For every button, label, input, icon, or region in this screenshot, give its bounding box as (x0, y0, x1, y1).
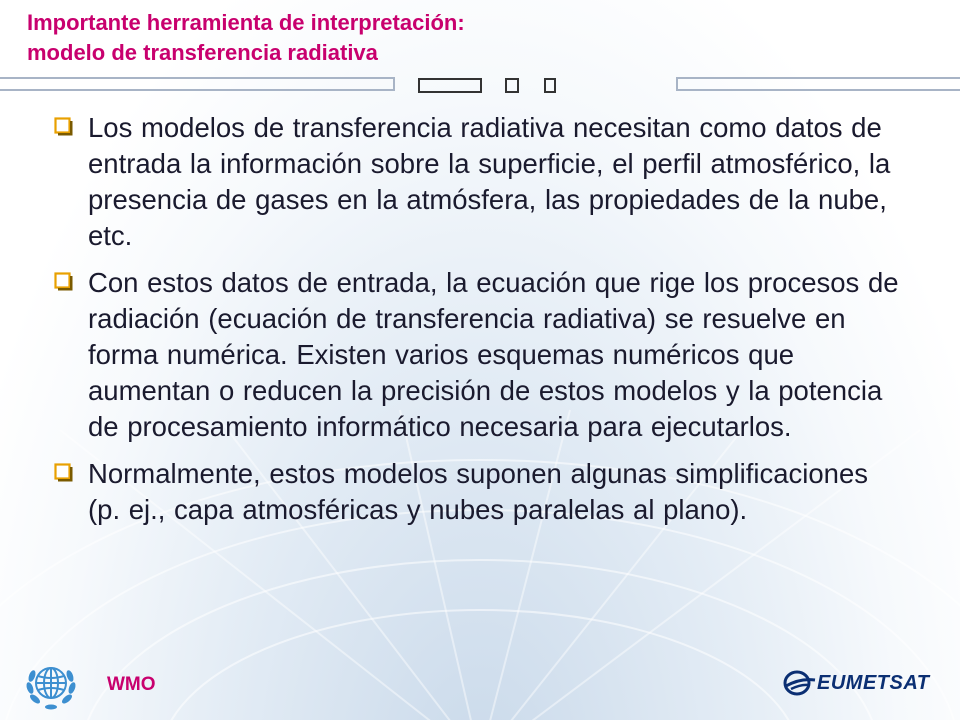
header-decoration-box-narrow (544, 78, 556, 93)
eumetsat-logo (782, 668, 930, 698)
hollow-square-bullet-icon (54, 463, 73, 482)
title-line-2: modelo de transferencia radiativa (27, 40, 378, 65)
hollow-square-bullet-icon (54, 272, 73, 291)
header-decoration-box-wide (418, 78, 482, 93)
hollow-square-bullet-icon (54, 117, 73, 136)
header-rule-right (676, 77, 960, 91)
wmo-label: WMO (107, 674, 156, 695)
bullet-item (52, 110, 902, 254)
un-wreath-globe-icon (22, 656, 80, 714)
bullet-item (52, 456, 902, 528)
title-line-1: Importante herramienta de interpretación: (27, 10, 465, 35)
bullet-item (52, 265, 902, 445)
bullet-list (52, 110, 902, 539)
eumetsat-label: EUMETSAT (817, 671, 930, 694)
bullet-text: Normalmente, estos modelos suponen algunas simplificaciones (p. ej., capa atmosféricas y nubes paralelas al plano). (88, 458, 868, 525)
eumetsat-swoosh-icon (782, 669, 816, 697)
bullet-text: Con estos datos de entrada, la ecuación que rige los procesos de radiación (ecuación de transferencia radiativa) se resuelve en forma numérica. Existen varios esquemas numéricos que aumentan o reducen la precisión de estos modelos y la potencia de procesamiento informático necesaria para ejecutarlos. (88, 267, 899, 442)
header-rule-left (0, 77, 395, 91)
header-decoration-box-small (505, 78, 519, 93)
bullet-text: Los modelos de transferencia radiativa necesitan como datos de entrada la información sobre la superficie, el perfil atmosférico, la presencia de gases en la atmósfera, las propiedades de la nube, etc. (88, 112, 891, 251)
slide-title (27, 8, 465, 68)
